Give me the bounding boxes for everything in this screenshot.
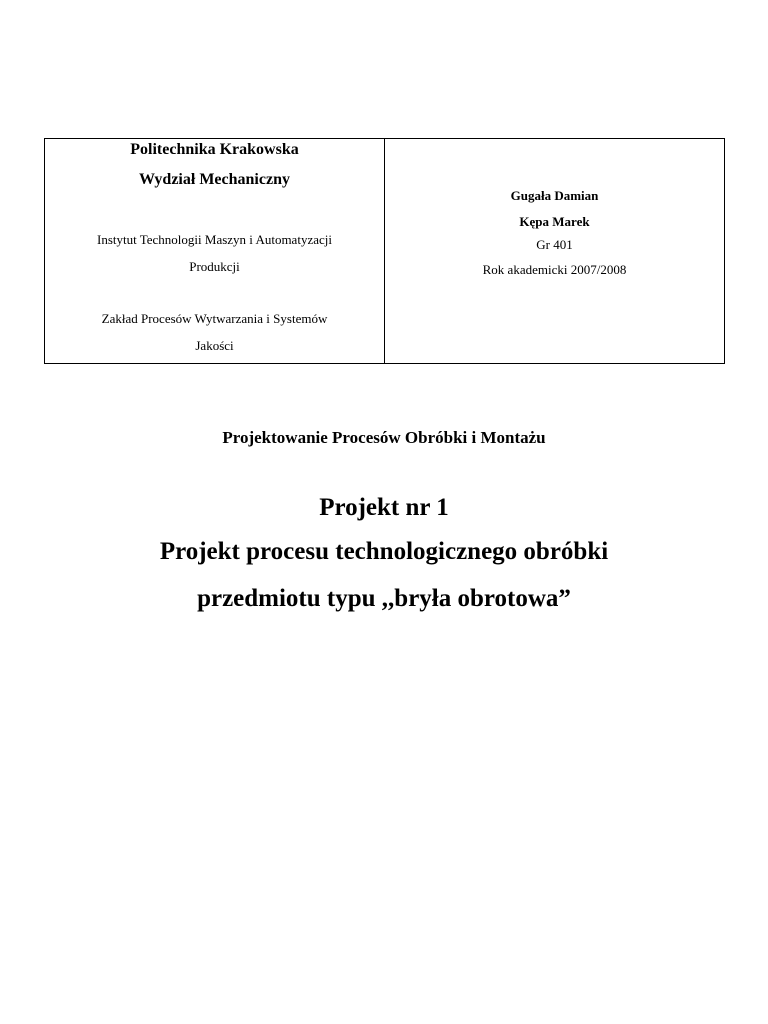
project-title-line1: Projekt procesu technologicznego obróbki [159,538,609,565]
group-number: Gr 401 [536,237,573,252]
course-title: Projektowanie Procesów Obróbki i Montażu [222,428,546,447]
author-1: Gugała Damian [510,188,599,203]
project-number: Projekt nr 1 [319,494,449,521]
faculty-name: Wydział Mechaniczny [139,171,290,188]
institution-cell [45,139,385,363]
project-title-line2: przedmiotu typu ,,bryła obrotowa” [197,585,571,612]
department-name-line2: Jakości [195,338,234,353]
authors-cell [385,139,724,363]
department-name-line1: Zakład Procesów Wytwarzania i Systemów [101,311,328,326]
university-name: Politechnika Krakowska [130,141,299,158]
academic-year: Rok akademicki 2007/2008 [482,262,627,277]
author-2: Kępa Marek [519,214,590,229]
header-table [44,138,725,364]
institute-name-line1: Instytut Technologii Maszyn i Automatyzacji [97,232,332,247]
institute-name-line2: Produkcji [189,259,240,274]
